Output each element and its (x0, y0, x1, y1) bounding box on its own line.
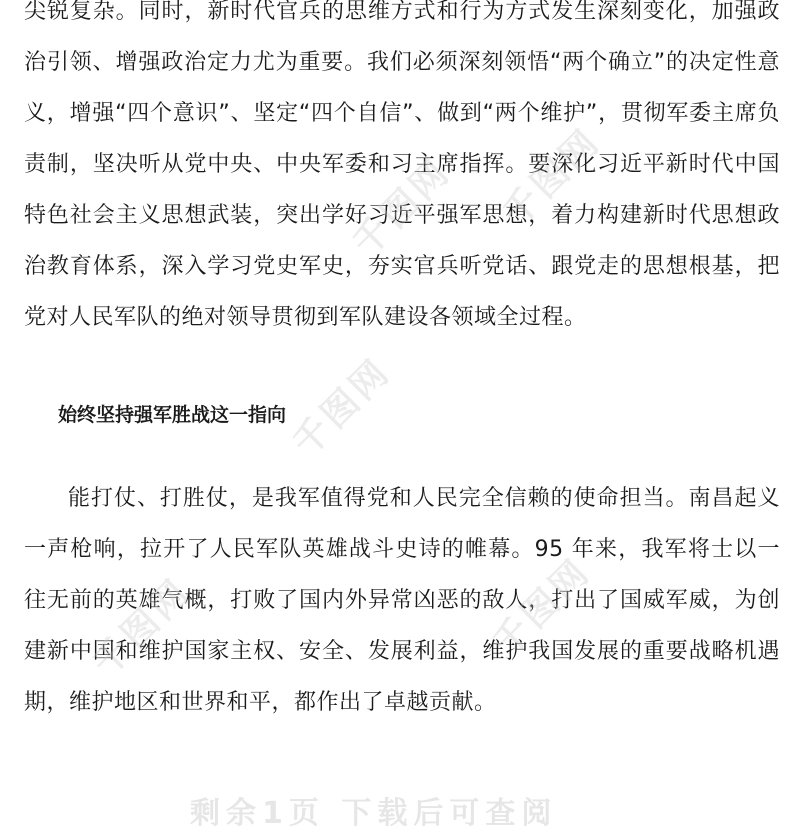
download-banner-text: 剩余1页 下载后可查阅 (190, 796, 558, 831)
body-paragraph-2: 能打仗、打胜仗，是我军值得党和人民完全信赖的使命担当。南昌起义一声枪响，拉开了人民军队英雄战斗史诗的帷幕。95 年来，我军将士以一往无前的英雄气概，打败了国内外异常凶恶的敌人，打出了国威军威，为创建新中国和维护国家主权、安全、发展利益，维护我国发展的重要战略机遇期，维护地区和世界和平，都作出了卓越贡献。 (24, 486, 780, 715)
download-banner[interactable] (0, 770, 800, 831)
watermark: 千图网 (285, 350, 400, 465)
watermark: 千图网 (345, 150, 460, 265)
section-heading: 始终坚持强军胜战这一指向 (58, 404, 287, 426)
watermark: 千图网 (485, 550, 600, 665)
watermark: 千图网 (85, 570, 200, 685)
watermark: 千图网 (495, 120, 610, 235)
body-paragraph-1: 尖锐复杂。同时，新时代官兵的思维方式和行为方式发生深刻变化，加强政治引领、增强政治定力尤为重要。我们必须深刻领悟“两个确立”的决定性意义，增强“四个意识”、坚定“四个自信”、做到“两个维护”，贯彻军委主席负责制，坚决听从党中央、中央军委和习主席指挥。要深化习近平新时代中国特色社会主义思想武装，突出学好习近平强军思想，着力构建新时代思想政治教育体系，深入学习党史军史，夯实官兵听党话、跟党走的思想根基，把党对人民军队的绝对领导贯彻到军队建设各领域全过程。 (24, 0, 780, 330)
